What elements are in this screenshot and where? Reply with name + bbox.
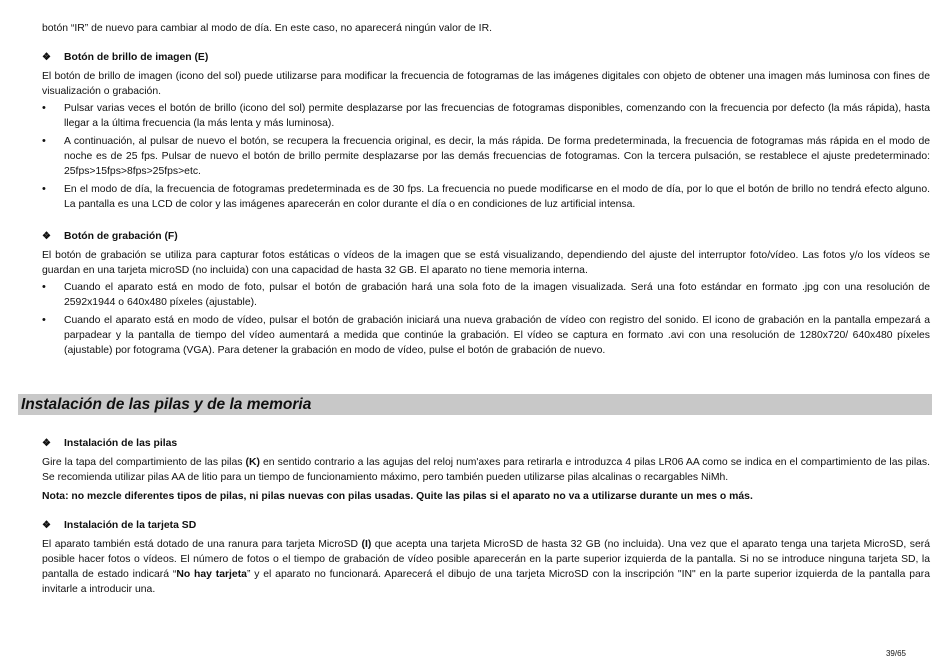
- intro-paragraph: botón “IR” de nuevo para cambiar al modo de día. En este caso, no aparecerá ningún valor de IR.: [42, 23, 492, 34]
- record-bullet-list: [42, 280, 930, 358]
- batteries-note: Nota: no mezcle diferentes tipos de pilas, ni pilas nuevas con pilas usadas. Quite las pilas si el aparato no va a utilizarse durante un mes o más.: [42, 491, 753, 502]
- brightness-heading: [42, 50, 930, 65]
- list-item: • A continuación, al pulsar de nuevo el botón, se recupera la frecuencia original, es decir, la más rápida. De forma predeterminada, la frecuencia de fotogramas más rápida en el modo de noche es de 25 fps. Pulsar de nuevo el botón de brillo permite desplazarse por las demás frecuencias de fotogramas. Con la tercera pulsación, se restablece el ajuste predeterminado: 25fps>15fps>8fps>25fps>etc.: [42, 134, 930, 179]
- diamond-bullet-icon: ❖: [42, 438, 51, 449]
- list-item: • Cuando el aparato está en modo de vídeo, pulsar el botón de grabación iniciará una nueva grabación de vídeo con registro del sonido. El icono de grabación en la pantalla empezará a parpadear y la pantalla de tiempo del vídeo aumentará a medida que continúe la grabación. El vídeo se captura en formato .avi con una resolución de 1280x720/ 640x480 píxeles (ajustable) por fotograma (VGA). Para detener la grabación en modo de vídeo, pulse el botón de grabación de nuevo.: [42, 313, 930, 358]
- section-title-bar: Instalación de las pilas y de la memoria: [18, 394, 932, 415]
- sdcard-paragraph: El aparato también está dotado de una ranura para tarjeta MicroSD (I) que acepta una tarjeta MicroSD de hasta 32 GB (no incluida). Una vez que el aparato tenga una tarjeta MicroSD, será posible hacer fotos o vídeos. El número de fotos o el tiempo de grabación de vídeo posible aparecerán en la parte superior izquierda de la pantalla. Si no se introduce ninguna tarjeta SD, la pantalla de estado indicará “No hay tarjeta” y el aparato no funcionará. Aparecerá el dibujo de una tarjeta MicroSD con la inscripción "IN" en la parte superior izquierda de la pantalla para invitarle a introducir una.: [42, 539, 930, 595]
- list-item: • Pulsar varias veces el botón de brillo (icono del sol) permite desplazarse por las frecuencias de fotogramas disponibles, comenzando con la frecuencia por defecto (la más rápida), hasta llegar a la última frecuencia (la más lenta y más luminosa).: [42, 101, 930, 131]
- sdcard-heading: [42, 518, 930, 533]
- diamond-bullet-icon: ❖: [42, 520, 51, 531]
- record-heading-text: Botón de grabación (F): [64, 231, 178, 242]
- diamond-bullet-icon: ❖: [42, 52, 51, 63]
- main-content: [42, 21, 930, 361]
- brightness-paragraph: El botón de brillo de imagen (icono del sol) puede utilizarse para modificar la frecuencia de fotogramas de las imágenes digitales con objeto de obtener una imagen más luminosa con fines de visualización o grabación.: [42, 71, 930, 97]
- diamond-bullet-icon: ❖: [42, 231, 51, 242]
- record-paragraph: El botón de grabación se utiliza para capturar fotos estáticas o vídeos de la imagen que se está visualizando, dependiendo del ajuste del interruptor foto/vídeo. Las fotos y/o los vídeos se guardan en una tarjeta microSD (no incluida) con una capacidad de hasta 32 GB. El aparato no tiene memoria interna.: [42, 250, 930, 276]
- list-item: • Cuando el aparato está en modo de foto, pulsar el botón de grabación hará una sola foto de la imagen visualizada. Será una foto estándar en formato .jpg con una resolución de 2592x1944 o 640x480 píxeles (ajustable).: [42, 280, 930, 310]
- sdcard-heading-text: Instalación de la tarjeta SD: [64, 520, 197, 531]
- batteries-heading-text: Instalación de las pilas: [64, 438, 178, 449]
- batteries-paragraph: Gire la tapa del compartimiento de las pilas (K) en sentido contrario a las agujas del reloj num'axes para retirarla e introduzca 4 pilas LR06 AA como se indica en el compartimiento de las pilas. Se recomienda utilizar pilas AA de litio para un tiempo de funcionamiento máximo, pero también pueden utilizarse pilas alcalinas o recargables NiMh.: [42, 457, 930, 483]
- brightness-heading-text: Botón de brillo de imagen (E): [64, 52, 209, 63]
- record-heading: [42, 229, 930, 244]
- page-number: 39/65: [885, 649, 906, 658]
- brightness-bullet-list: [42, 101, 930, 212]
- section-content: [42, 436, 930, 597]
- list-item: • En el modo de día, la frecuencia de fotogramas predeterminada es de 30 fps. La frecuencia no puede modificarse en el modo de día, por lo que el botón de brillo no tendrá efecto alguno. La pantalla es una LCD de color y las imágenes aparecerán en color durante el día o en condiciones de luz artificial intensa.: [42, 182, 930, 212]
- batteries-heading: [42, 436, 930, 451]
